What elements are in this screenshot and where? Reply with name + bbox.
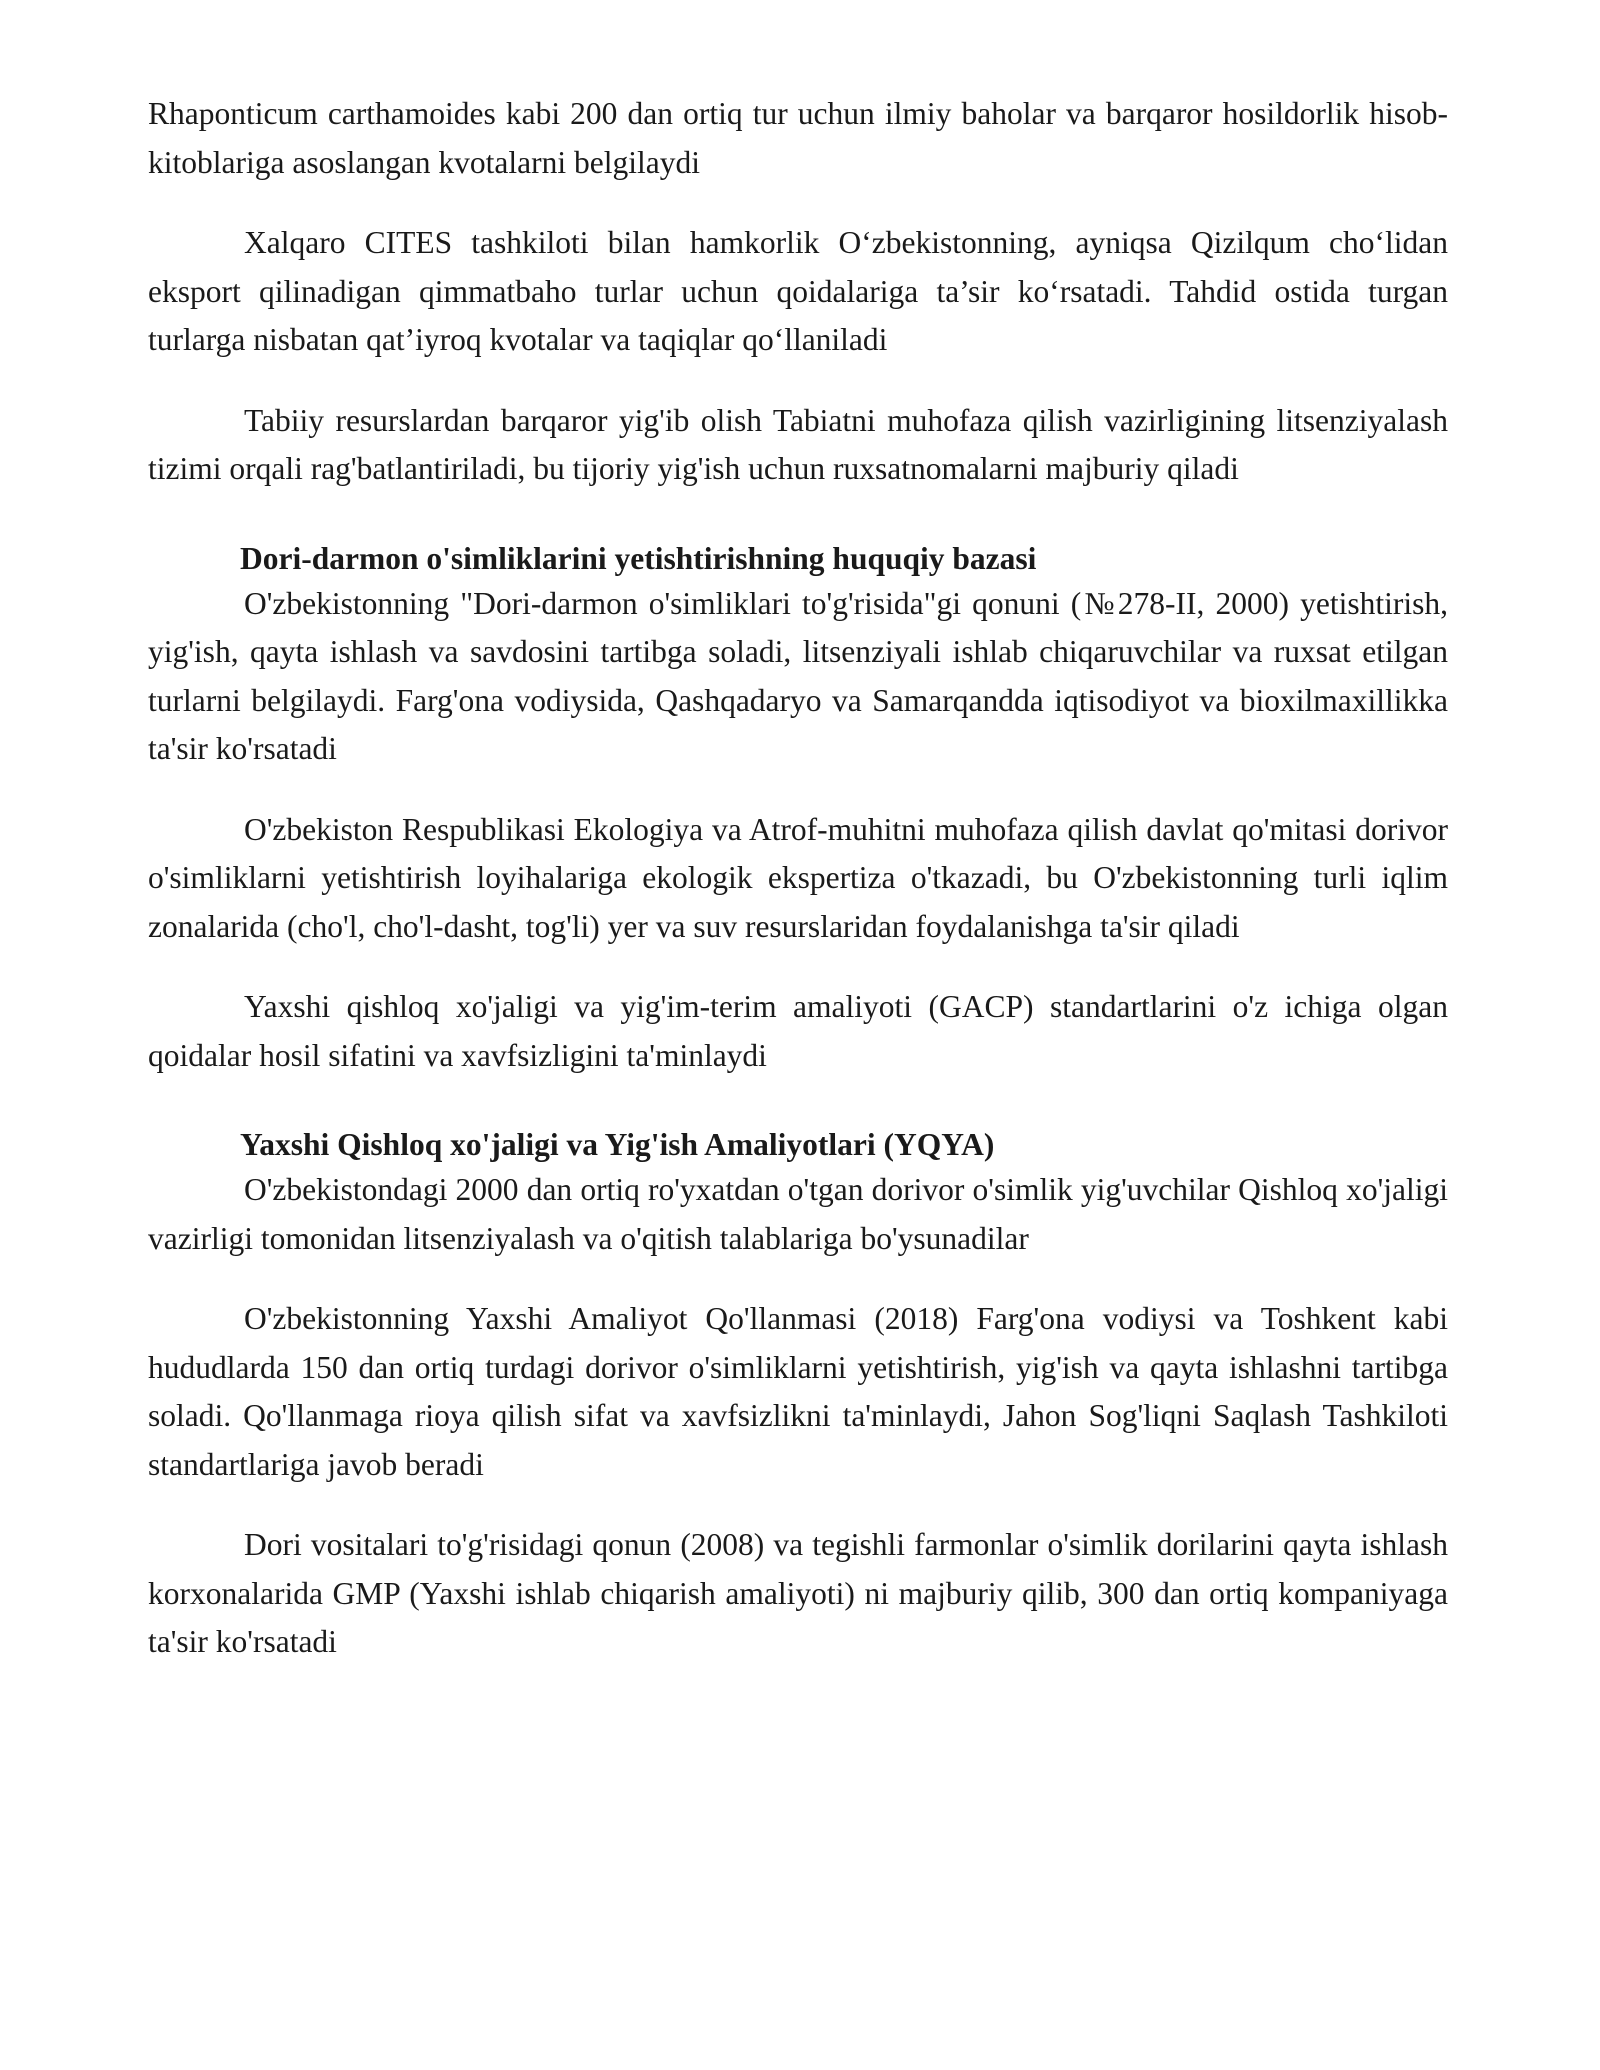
- paragraph-quotas: Rhaponticum carthamoides kabi 200 dan ortiq tur uchun ilmiy baholar va barqaror hosildorlik hisob-kitoblariga asoslangan kvotalarni belgilaydi: [148, 96, 1448, 180]
- document-page: [148, 90, 1448, 1699]
- paragraph-medicinal-plants-law: O'zbekistonning "Dori-darmon o'simliklari to'g'risida"gi qonuni (№278-II, 2000) yetishtirish, yig'ish, qayta ishlash va savdosini tartibga soladi, litsenziyali ishlab chiqaruvchilar va ruxsat etilgan turlarni belgilaydi. Farg'ona vodiysida, Qashqadaryo va Samarqandda iqtisodiyot va bioxilmaxillikka ta'sir ko'rsatadi: [148, 585, 1448, 766]
- paragraph-good-practice-guide: O'zbekistonning Yaxshi Amaliyot Qo'llanmasi (2018) Farg'ona vodiysi va Toshkent kabi hududlarda 150 dan ortiq turdagi dorivor o'simliklarni yetishtirish, yig'ish va qayta ishlashni tartibga soladi. Qo'llanmaga rioya qilish sifat va xavfsizlikni ta'minlaydi, Jahon Sog'liqni Saqlash Tashkiloti standartlariga javob beradi: [148, 1301, 1448, 1482]
- paragraph-ecology-committee: O'zbekiston Respublikasi Ekologiya va Atrof-muhitni muhofaza qilish davlat qo'mitasi dorivor o'simliklarni yetishtirish loyihalariga ekologik ekspertiza o'tkazadi, bu O'zbekistonning turli iqlim zonalarida (cho'l, cho'l-dasht, tog'li) yer va suv resurslaridan foydalanishga ta'sir qiladi: [148, 811, 1448, 944]
- heading-gacp-section: Yaxshi Qishloq xo'jaligi va Yig'ish Amaliyotlari (YQYA): [240, 1127, 995, 1162]
- paragraph-cites: Xalqaro CITES tashkiloti bilan hamkorlik O‘zbekistonning, ayniqsa Qizilqum cho‘lidan eksport qilinadigan qimmatbaho turlar uchun qoidalariga ta’sir ko‘rsatadi. Tahdid ostida turgan turlarga nisbatan qat’iyroq kvotalar va taqiqlar qo‘llaniladi: [148, 225, 1448, 357]
- heading-legal-framework: Dori-darmon o'simliklarini yetishtirishning huquqiy bazasi: [240, 540, 1037, 576]
- paragraph-sustainable-harvest: Tabiiy resurslardan barqaror yig'ib olish Tabiatni muhofaza qilish vazirligining litsenziyalash tizimi orqali rag'batlantiriladi, bu tijoriy yig'ish uchun ruxsatnomalarni majburiy qiladi: [148, 402, 1448, 486]
- paragraph-medicines-law: Dori vositalari to'g'risidagi qonun (2008) va tegishli farmonlar o'simlik dorilarini qayta ishlash korxonalarida GMP (Yaxshi ishlab chiqarish amaliyoti) ni majburiy qilib, 300 dan ortiq kompaniyaga ta'sir ko'rsatadi: [148, 1527, 1448, 1659]
- paragraph-gacp-standards: Yaxshi qishloq xo'jaligi va yig'im-terim amaliyoti (GACP) standartlarini o'z ichiga olgan qoidalar hosil sifatini va xavfsizligini ta'minlaydi: [148, 989, 1448, 1073]
- paragraph-collectors: O'zbekistondagi 2000 dan ortiq ro'yxatdan o'tgan dorivor o'simlik yig'uvchilar Qishloq xo'jaligi vazirligi tomonidan litsenziyalash va o'qitish talablariga bo'ysunadilar: [148, 1172, 1448, 1256]
